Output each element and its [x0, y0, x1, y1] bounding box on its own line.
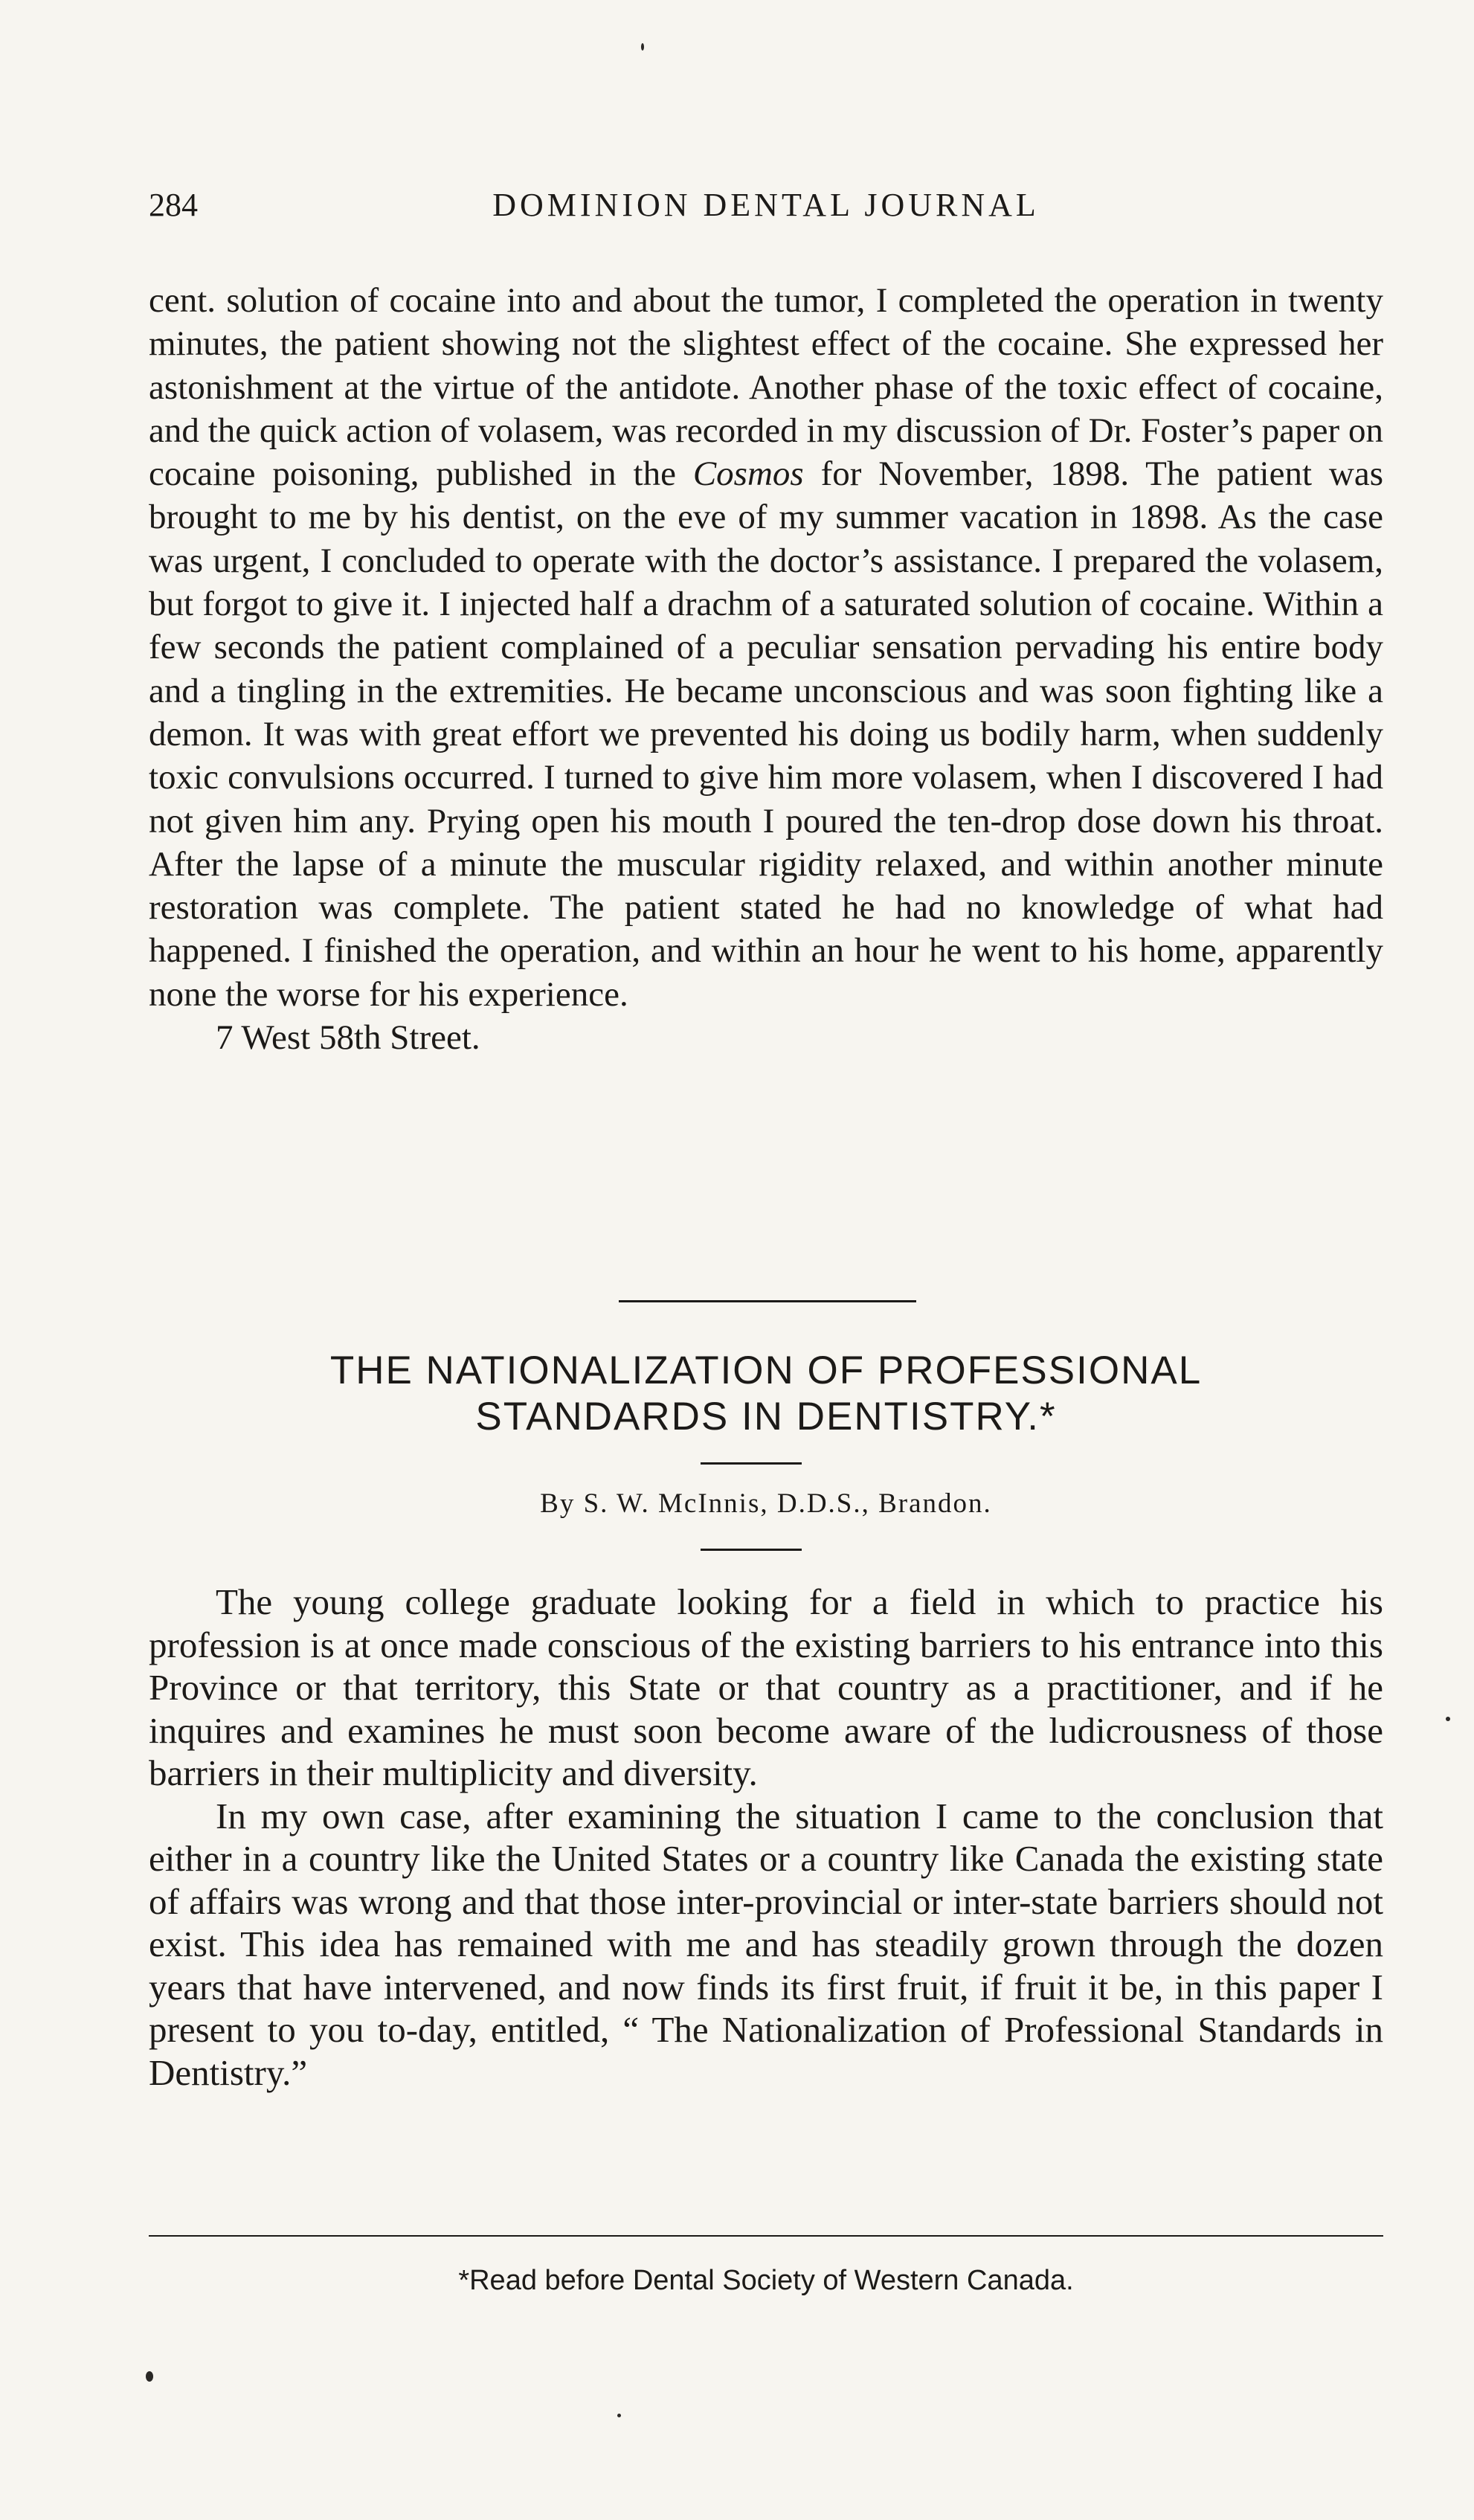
footnote-rule: [149, 2235, 1383, 2237]
author-address: 7 West 58th Street.: [216, 1018, 480, 1058]
title-line: THE NATIONALIZATION OF PROFESSIONAL: [329, 1349, 1203, 1392]
page-header: [149, 186, 1383, 238]
title-line: STANDARDS IN DENTISTRY.*: [475, 1395, 1057, 1439]
article-continuation: [149, 279, 1383, 1059]
paragraph: The young college graduate looking for a field in which to practice his profession is at once made conscious of the existing barriers to his entrance into this Province or that territory, this State or that country as a practitioner, and if he inquires and examines he must soon become aware of the ludicrousness of those barriers in their multiplicity and diversity.: [149, 1581, 1383, 1793]
running-title: DOMINION DENTAL JOURNAL: [492, 187, 1040, 223]
byline-rule: [701, 1549, 802, 1551]
article-body: [149, 1581, 1383, 2094]
title-rule: [701, 1462, 802, 1465]
section-divider: [619, 1300, 916, 1302]
ink-speck: [617, 2414, 621, 2417]
paragraph: cent. solution of cocaine into and about the tumor, I completed the operation in twenty minutes, the patient showing not the slightest effect of the cocaine. She expressed her astonishment at the virtue of the antidote. Another phase of the toxic effect of cocaine, and the quick action of volasem, was recorded in my discussion of Dr. Foster’s paper on cocaine poisoning, published in the Cosmos for November, 1898. The patient was brought to me by his dentist, on the eve of my summer vacation in 1898. As the case was urgent, I concluded to operate with the doctor’s assistance. I prepared the volasem, but forgot to give it. I injected half a drachm of a saturated solution of cocaine. Within a few seconds the patient complained of a peculiar sensation pervading his entire body and a tingling in the extremities. He became unconscious and was soon fighting like a demon. It was with great effort we prevented his doing us bodily harm, when suddenly toxic convulsions occurred. I turned to give him more volasem, when I discovered I had not given him any. Prying open his mouth I poured the ten-drop dose down his throat. After the lapse of a minute the muscular rigidity relaxed, and within another minute restoration was complete. The patient stated he had no knowledge of what had happened. I finished the operation, and within an hour he went to his home, apparently none the worse for his experience.: [149, 281, 1384, 1014]
article-title: [149, 1348, 1383, 1440]
ink-speck: [146, 2371, 153, 2382]
paragraph: In my own case, after examining the situation I came to the conclusion that either in a country like the United States or a country like Canada the existing state of affairs was wrong and that those inter-provincial or inter-state barriers should not exist. This idea has remained with me and has steadily grown through the dozen years that have intervened, and now finds its first fruit, if fruit it be, in this paper I present to you to-day, entitled, “ The Nationalization of Professional Standards in Dentistry.”: [149, 1795, 1383, 2093]
byline: By S. W. McInnis, D.D.S., Brandon.: [540, 1488, 992, 1519]
ink-speck: [1446, 1717, 1450, 1721]
page-number: 284: [149, 187, 198, 223]
footnote: *Read before Dental Society of Western Canada.: [458, 2265, 1074, 2296]
journal-name: Cosmos: [692, 454, 804, 494]
ink-speck: [641, 43, 644, 51]
